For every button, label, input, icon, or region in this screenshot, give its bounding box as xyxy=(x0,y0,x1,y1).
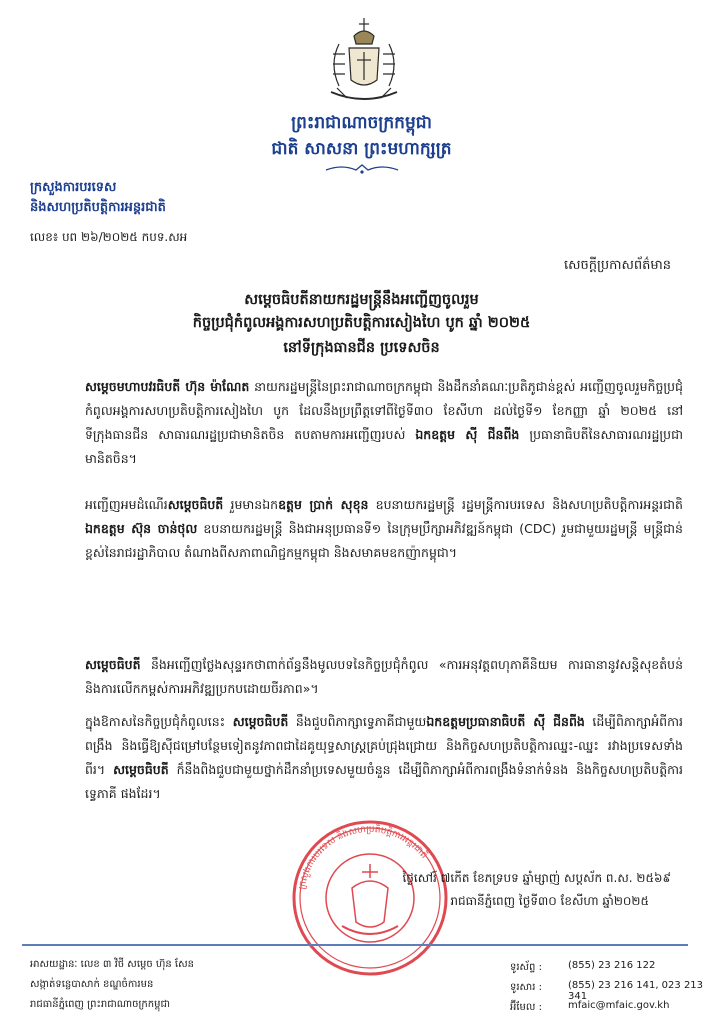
body-paragraph-1 xyxy=(85,375,683,471)
seal-text: ក្រសួងការបរទេស និងសហប្រតិបត្តិការអន្តរជាតិ xyxy=(297,824,429,891)
fax-label: ទូរសារ : xyxy=(510,982,542,993)
paragraph-text: នឹងអញ្ជើញថ្លែងសុន្ទរកថាពាក់ព័ន្ធនឹងមូលបទនៃកិច្ចប្រជុំកំពូល «ការអនុវត្តពហុភាគីនិយម ការធានានូវសន្តិសុខតំបន់ និងការលើកកម្ពស់ការអភិវឌ្ឍប្រកបដោយចីរភាព»។ xyxy=(85,657,683,696)
paragraph-text: ប្រធានាធិបតីនៃសាធារណរដ្ឋប្រជាមានិតចិន។ xyxy=(85,427,683,466)
paragraph-text: ក៏នឹងពិងជួបជាមួយថ្នាក់ដឹកនាំប្រទេសមួយចំនួន ដើម្បីពិភាក្សាអំពីការពង្រឹងទំនាក់ទំនង និងកិច្ចសហប្រតិបត្តិការទ្វេភាគី ផងដែរ។ xyxy=(85,762,683,801)
body-paragraph-2 xyxy=(85,493,683,565)
bold-name: ឧត្តម ប្រាក់ សុខុន xyxy=(278,497,369,512)
body-paragraph-4 xyxy=(85,710,683,806)
paragraph-text: នឹងជួបពិភាក្សាទ្វេភាគីជាមួយ xyxy=(288,714,427,729)
president-name: ឯកឧត្តម ស៊ី ជីនពីង xyxy=(415,427,520,442)
paragraph-text: អញ្ជើញអមដំណើរ xyxy=(85,497,168,512)
footer-address-line2: សង្កាត់ទន្លេបាសាក់ ខណ្ឌចំការមន xyxy=(30,979,154,990)
bold-name: សម្តេចធិបតី xyxy=(167,497,224,512)
solar-date: រាជធានីភ្នំពេញ ថ្ងៃទី៣០ ខែសីហា ឆ្នាំ២០២៥ xyxy=(450,894,649,908)
kingdom-title: ព្រះរាជាណាចក្រកម្ពុជា xyxy=(291,113,432,133)
paragraph-text: នាយករដ្ឋមន្ត្រីនៃព្រះរាជាណាចក្រកម្ពុជា និងដឹកនាំគណៈប្រតិភូជាន់ខ្ពស់ អញ្ជើញចូលរួមកិច្ចប្រជុំកំពូលអង្គការសហប្រតិបត្តិការសៀងហៃ បូក ដែលនឹងប្រព្រឹត្តទៅពីថ្ងៃទី៣០ ខែសីហា ដល់ថ្ងៃទី១ ខែកញ្ញា ឆ្នាំ ២០២៥ នៅទីក្រុងធានជីន សាធារណរដ្ឋប្រជាមានិតចិន តបតាមការអញ្ជើញរបស់ xyxy=(85,379,683,442)
phone-label: ទូរស័ព្ទ : xyxy=(510,962,542,973)
headline-line2: កិច្ចប្រជុំកំពូលអង្គការសហប្រតិបត្តិការសៀងហៃ បូក ឆ្នាំ ២០២៥ xyxy=(192,315,531,331)
footer-address-line1: អាសយដ្ឋានៈ លេខ ៣ វិថី សម្តេច ហ៊ុន សែន xyxy=(30,959,194,970)
prime-minister-name: សម្តេចមហាបវរធិបតី ហ៊ុន ម៉ាណែត xyxy=(85,379,250,394)
ministry-name-line1: ក្រសួងការបរទេស xyxy=(30,180,117,195)
ministry-name-line2: និងសហប្រតិបត្តិការអន្តរជាតិ xyxy=(30,200,166,215)
footer-address-line3: រាជធានីភ្នំពេញ ព្រះរាជាណាចក្រកម្ពុជា xyxy=(30,999,170,1010)
document-type-label: សេចក្តីប្រកាសព័ត៌មាន xyxy=(563,258,671,273)
fax-value: (855) 23 216 141, 023 213 341 xyxy=(568,980,704,1002)
headline-line3: នៅទីក្រុងធានជីន ប្រទេសចិន xyxy=(283,340,440,356)
email-label: អ៊ីមែល : xyxy=(510,1002,542,1013)
paragraph-text: ក្នុងឱកាសនៃកិច្ចប្រជុំកំពូលនេះ xyxy=(85,714,233,729)
paragraph-text: ឧបនាយករដ្ឋមន្ត្រី រដ្ឋមន្ត្រីការបរទេស និងសហប្រតិបត្តិការអន្តរជាតិ xyxy=(368,497,683,512)
official-seal-icon xyxy=(290,818,450,978)
body-paragraph-3 xyxy=(85,653,683,701)
footer-divider xyxy=(22,944,688,946)
bold-name: ឯកឧត្តមប្រធានាធិបតី ស៊ី ជីនពីង xyxy=(426,714,585,729)
bold-name: សម្តេចធិបតី xyxy=(232,714,289,729)
paragraph-text: ឧបនាយករដ្ឋមន្ត្រី និងជាអនុប្រធានទី១ នៃក្រុមប្រឹក្សាអភិវឌ្ឍន៍កម្ពុជា (CDC) រួមជាមួយរដ្ឋមន្ត្រី មន្ត្រីជាន់ខ្ពស់នៃរាជរដ្ឋាភិបាល តំណាងពីសភាពាណិជ្ជកម្មកម្ពុជា និងសមាគមឧកញ៉ាកម្ពុជា។ xyxy=(85,521,683,560)
lunar-date: ថ្ងៃសៅរ៍ ៧កើត ខែភទ្របទ ឆ្នាំម្សាញ់ សប្តស័ក ព.ស. ២៥៦៩ xyxy=(402,871,671,885)
headline-line1: សម្តេចធិបតីនាយករដ្ឋមន្ត្រីនឹងអញ្ជើញចូលរួម xyxy=(244,292,479,308)
reference-number: លេខ៖ បព ២៦/២០២៥ កបទ.សអ xyxy=(30,230,188,244)
email-link[interactable]: mfaic@mfaic.gov.kh xyxy=(568,1000,670,1011)
national-motto: ជាតិ សាសនា ព្រះមហាក្សត្រ xyxy=(271,139,452,159)
bold-name: សម្តេចធិបតី xyxy=(85,657,141,672)
phone-value: (855) 23 216 122 xyxy=(568,960,656,971)
paragraph-text: រួមមានឯក xyxy=(223,497,279,512)
ornament-divider-icon xyxy=(322,162,402,176)
royal-coat-of-arms-icon xyxy=(319,14,409,106)
paragraph-text: ដើម្បីពិភាក្សាអំពីការពង្រឹង និងធ្វើឱ្យស៊ីជម្រៅបន្ថែមទៀតនូវភាពជាដៃគូយុទ្ធសាស្ត្រគ្រប់ជ្រុងជ្រោយ និងកិច្ចសហប្រតិបត្តិការឈ្នះ-ឈ្នះ រវាងប្រទេសទាំងពីរ។ xyxy=(85,714,683,777)
bold-name: ឯកឧត្តម ស៊ុន ចាន់ថុល xyxy=(85,521,198,536)
bold-name: សម្តេចធិបតី xyxy=(113,762,169,777)
